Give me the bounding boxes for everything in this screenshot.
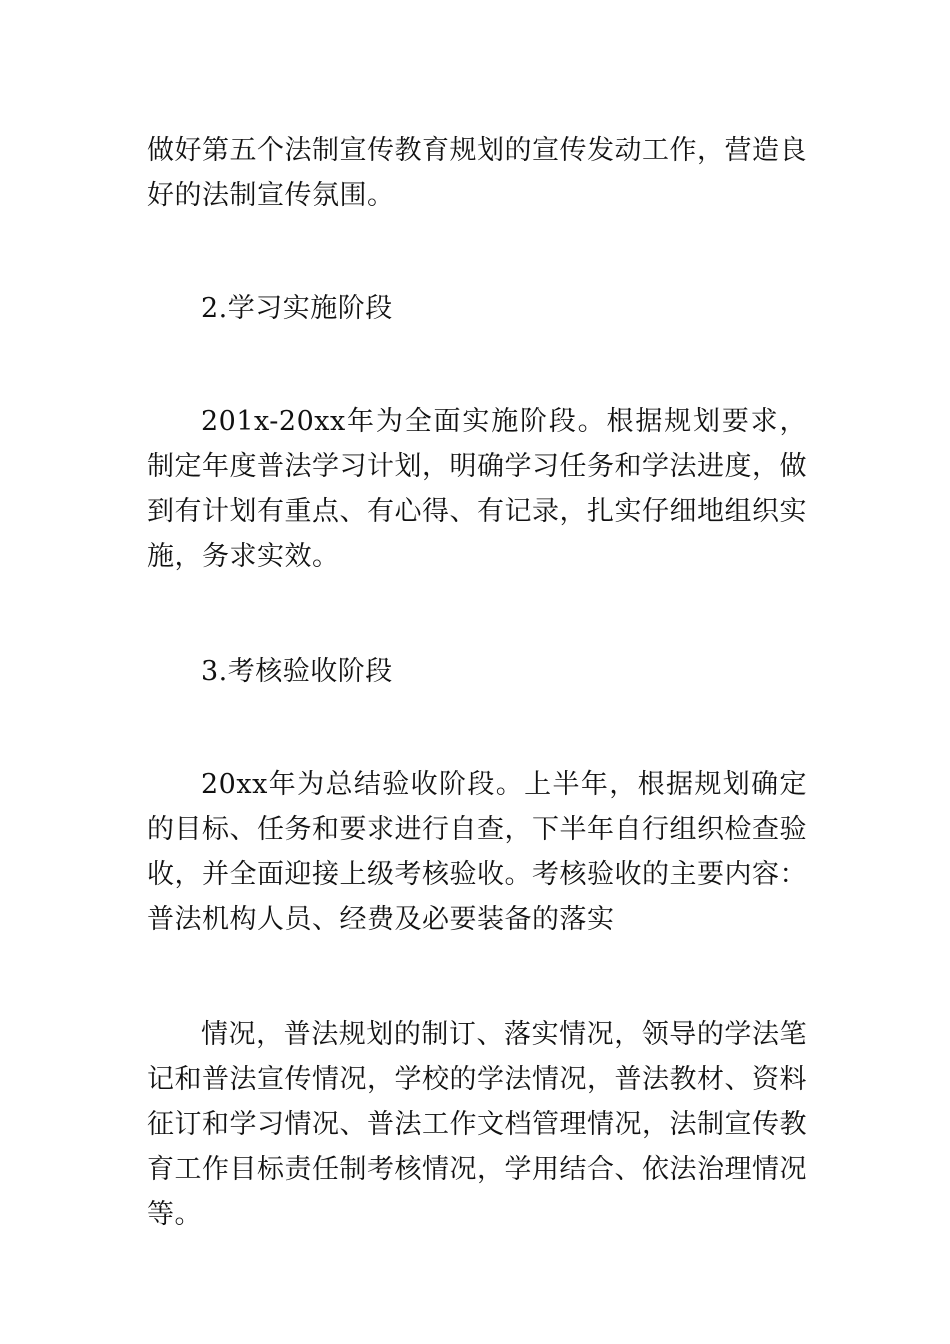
section-heading-study-phase: 2.学习实施阶段 bbox=[201, 293, 393, 324]
paragraph-assessment-phase: 20xx年为总结验收阶段。上半年，根据规划确定的目标、任务和要求进行自查，下半年自行组织检查验收，并全面迎接上级考核验收。考核验收的主要内容：普法机构人员、经费及必要装备的落实 bbox=[147, 769, 807, 935]
paragraph-continuation: 做好第五个法制宣传教育规划的宣传发动工作，营造良好的法制宣传氛围。 bbox=[147, 135, 807, 211]
paragraph-study-phase: 201x-20xx年为全面实施阶段。根据规划要求，制定年度普法学习计划，明确学习任务和学法进度，做到有计划有重点、有心得、有记录，扎实仔细地组织实施，务求实效。 bbox=[147, 406, 807, 572]
section-heading-assessment-phase: 3.考核验收阶段 bbox=[201, 656, 393, 687]
paragraph-assessment-details: 情况，普法规划的制订、落实情况，领导的学法笔记和普法宣传情况，学校的学法情况，普法教材、资料征订和学习情况、普法工作文档管理情况，法制宣传教育工作目标责任制考核情况，学用结合、依法治理情况等。 bbox=[147, 1019, 807, 1230]
document-body bbox=[147, 128, 807, 1237]
